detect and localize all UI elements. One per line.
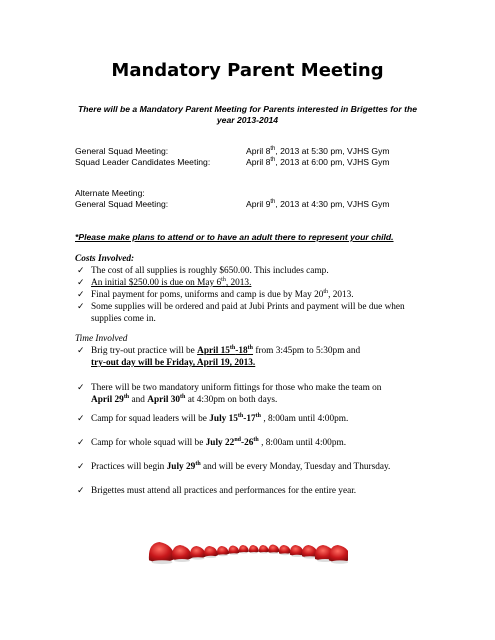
meeting-label: General Squad Meeting: (75, 199, 169, 209)
checkmark-icon: ✓ (77, 346, 85, 356)
costs-heading: Costs Involved: (75, 254, 135, 264)
list-item: ✓ There will be two mandatory uniform fittings for those who make the team on April 29th and April 30th at 4:30pm on both days. (77, 383, 382, 405)
checkmark-icon: ✓ (77, 462, 85, 472)
chair-icon (149, 542, 175, 564)
checkmark-icon: ✓ (77, 290, 85, 300)
list-item: ✓ Final payment for poms, uniforms and camp is due by May 20th, 2013. (77, 288, 354, 300)
list-item: ✓ Practices will begin July 29th and will be every Monday, Tuesday and Thursday. (77, 460, 391, 472)
chair-icon (290, 545, 304, 557)
checkmark-icon: ✓ (77, 486, 85, 496)
page-title: Mandatory Parent Meeting (111, 60, 384, 81)
meeting-label: General Squad Meeting: (75, 146, 169, 156)
list-item: ✓ Camp for whole squad will be July 22nd-26th , 8:00am until 4:00pm. (77, 436, 347, 448)
chair-icon (268, 545, 279, 554)
chair-icon (329, 545, 348, 564)
checkmark-icon: ✓ (77, 438, 85, 448)
chair-icon (190, 546, 206, 560)
checkmark-icon: ✓ (77, 266, 85, 276)
checkmark-icon: ✓ (77, 383, 85, 393)
red-chairs-decoration (148, 528, 348, 568)
chair-icon (279, 545, 291, 555)
chair-icon (172, 545, 192, 562)
list-item: ✓ Camp for squad leaders will be July 15th-17th , 8:00am until 4:00pm. (77, 412, 349, 424)
chair-icon (228, 546, 239, 555)
list-item: ✓ Brig try-out practice will be April 15th-18th from 3:45pm to 5:30pm and try-out day will be Friday, April 19, 2013. (77, 344, 361, 368)
time-heading: Time Involved (75, 334, 128, 344)
list-item: ✓ The cost of all supplies is roughly $650.00. This includes camp. (77, 266, 329, 276)
list-item: ✓ Some supplies will be ordered and paid at Jubi Prints and payment will be due when supplies come in. (77, 302, 405, 324)
meeting-date: April 9th, 2013 at 4:30 pm, VJHS Gym (246, 199, 390, 209)
meeting-date: April 8th, 2013 at 6:00 pm, VJHS Gym (246, 157, 390, 167)
chair-icon (217, 546, 229, 556)
checkmark-icon: ✓ (77, 302, 85, 312)
meeting-row (75, 146, 435, 157)
list-item: ✓ An initial $250.00 is due on May 6th, 2013. (77, 276, 252, 288)
chair-icon (259, 545, 269, 554)
attendance-notice: *Please make plans to attend or to have an adult there to represent your child. (75, 232, 394, 242)
subtitle: There will be a Mandatory Parent Meeting for Parents interested in Brigettes for the year 2013-2014 (77, 104, 418, 125)
checkmark-icon: ✓ (77, 278, 85, 288)
meeting-row (75, 199, 435, 210)
chair-icon (239, 545, 249, 554)
meeting-row (75, 157, 435, 168)
alternate-heading: Alternate Meeting: (75, 188, 145, 198)
checkmark-icon: ✓ (77, 414, 85, 424)
chair-icon (204, 546, 218, 558)
chair-icon (249, 545, 259, 554)
meeting-label: Squad Leader Candidates Meeting: (75, 157, 211, 167)
meeting-date: April 8th, 2013 at 5:30 pm, VJHS Gym (246, 146, 390, 156)
list-item: ✓ Brigettes must attend all practices and performances for the entire year. (77, 486, 357, 496)
